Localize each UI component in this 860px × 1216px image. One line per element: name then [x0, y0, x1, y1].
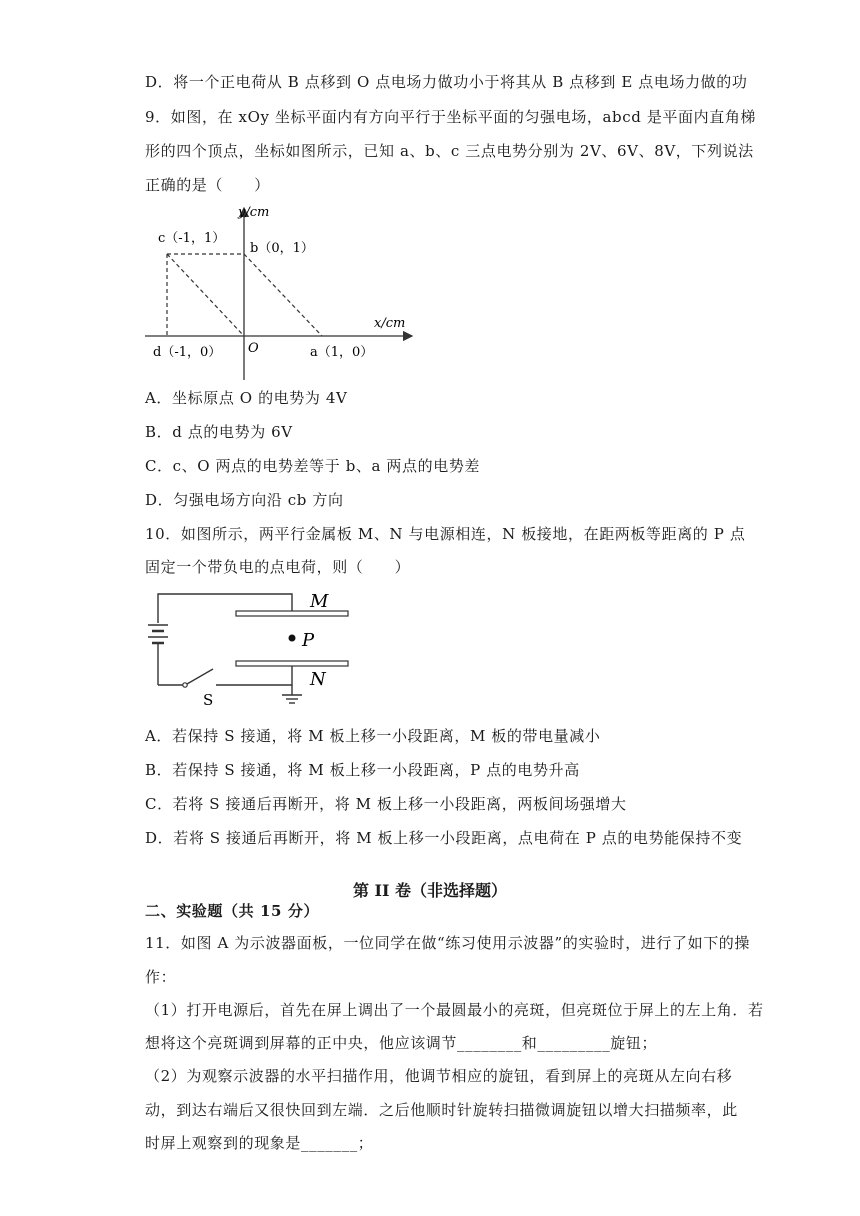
point-p — [289, 635, 296, 642]
point-a-label: a（1，0） — [310, 345, 374, 360]
q9-stem-line1: 9．如图，在 xOy 坐标平面内有方向平行于坐标平面的匀强电场，abcd 是平面内直角梯 — [145, 108, 757, 126]
q11-stem-line1: 11．如图 A 为示波器面板，一位同学在做“练习使用示波器”的实验时，进行了如下的操 — [145, 934, 750, 952]
section-2-heading: 二、实验题（共 15 分） — [145, 902, 320, 920]
q11-part1-line2: 想将这个亮斑调到屏幕的正中央，他应该调节________和_________旋钮； — [145, 1034, 658, 1052]
q10-stem-line2: 固定一个带负电的点电荷，则（ ） — [145, 558, 411, 576]
label-p: P — [302, 630, 315, 651]
q9-coordinate-figure — [140, 198, 440, 383]
q9-stem-line2: 形的四个顶点，坐标如图所示，已知 a、b、c 三点电势分别为 2V、6V、8V，下列说法 — [145, 142, 754, 160]
q11-stem-line2: 作： — [145, 968, 177, 986]
switch-blade — [187, 669, 213, 684]
q11-part2-line1: （2）为观察示波器的水平扫描作用，他调节相应的旋钮，看到屏上的亮斑从左向右移 — [145, 1067, 733, 1085]
plate-n — [236, 661, 348, 666]
point-c-label: c（-1，1） — [158, 231, 226, 246]
q9-option-c: C．c、O 两点的电势差等于 b、a 两点的电势差 — [145, 457, 481, 475]
switch-terminal — [183, 683, 187, 687]
label-m: M — [310, 591, 329, 612]
label-s: S — [203, 691, 214, 709]
origin-label: O — [248, 341, 259, 356]
part-ii-title: 第 II 卷（非选择题） — [352, 881, 508, 900]
point-b-label: b（0，1） — [250, 241, 314, 256]
q10-option-b: B．若保持 S 接通，将 M 板上移一小段距离，P 点的电势升高 — [145, 761, 580, 779]
cO-segment — [167, 254, 244, 336]
label-n: N — [310, 669, 326, 690]
x-axis-label: x/cm — [374, 316, 406, 331]
q10-option-c: C．若将 S 接通后再断开，将 M 板上移一小段距离，两板间场强增大 — [145, 795, 627, 813]
q11-part1-line1: （1）打开电源后，首先在屏上调出了一个最圆最小的亮斑，但亮斑位于屏上的左上角．若 — [145, 1001, 764, 1019]
q8-option-d: D．将一个正电荷从 B 点移到 O 点电场力做功小于将其从 B 点移到 E 点电场力做的功 — [145, 73, 748, 91]
q10-stem-line1: 10．如图所示，两平行金属板 M、N 与电源相连，N 板接地，在距两板等距离的 P 点 — [145, 525, 746, 543]
plate-m — [236, 611, 348, 616]
q11-part2-line2: 动，到达右端后又很快回到左端．之后他顺时针旋转扫描微调旋钮以增大扫描频率，此 — [145, 1101, 738, 1119]
ba-segment — [244, 254, 322, 336]
q10-option-a: A．若保持 S 接通，将 M 板上移一小段距离，M 板的带电量减小 — [145, 727, 601, 745]
q10-capacitor-circuit — [140, 585, 370, 720]
q9-option-d: D．匀强电场方向沿 cb 方向 — [145, 491, 344, 509]
y-axis-label: y/cm — [238, 205, 270, 220]
q9-stem-line3: 正确的是（ ） — [145, 176, 270, 194]
q9-option-a: A．坐标原点 O 的电势为 4V — [145, 389, 348, 407]
q11-part2-line3: 时屏上观察到的现象是_______； — [145, 1134, 374, 1152]
point-d-label: d（-1，0） — [153, 345, 222, 360]
q10-option-d: D．若将 S 接通后再断开，将 M 板上移一小段距离，点电荷在 P 点的电势能保持不变 — [145, 829, 743, 847]
q9-option-b: B．d 点的电势为 6V — [145, 423, 293, 441]
